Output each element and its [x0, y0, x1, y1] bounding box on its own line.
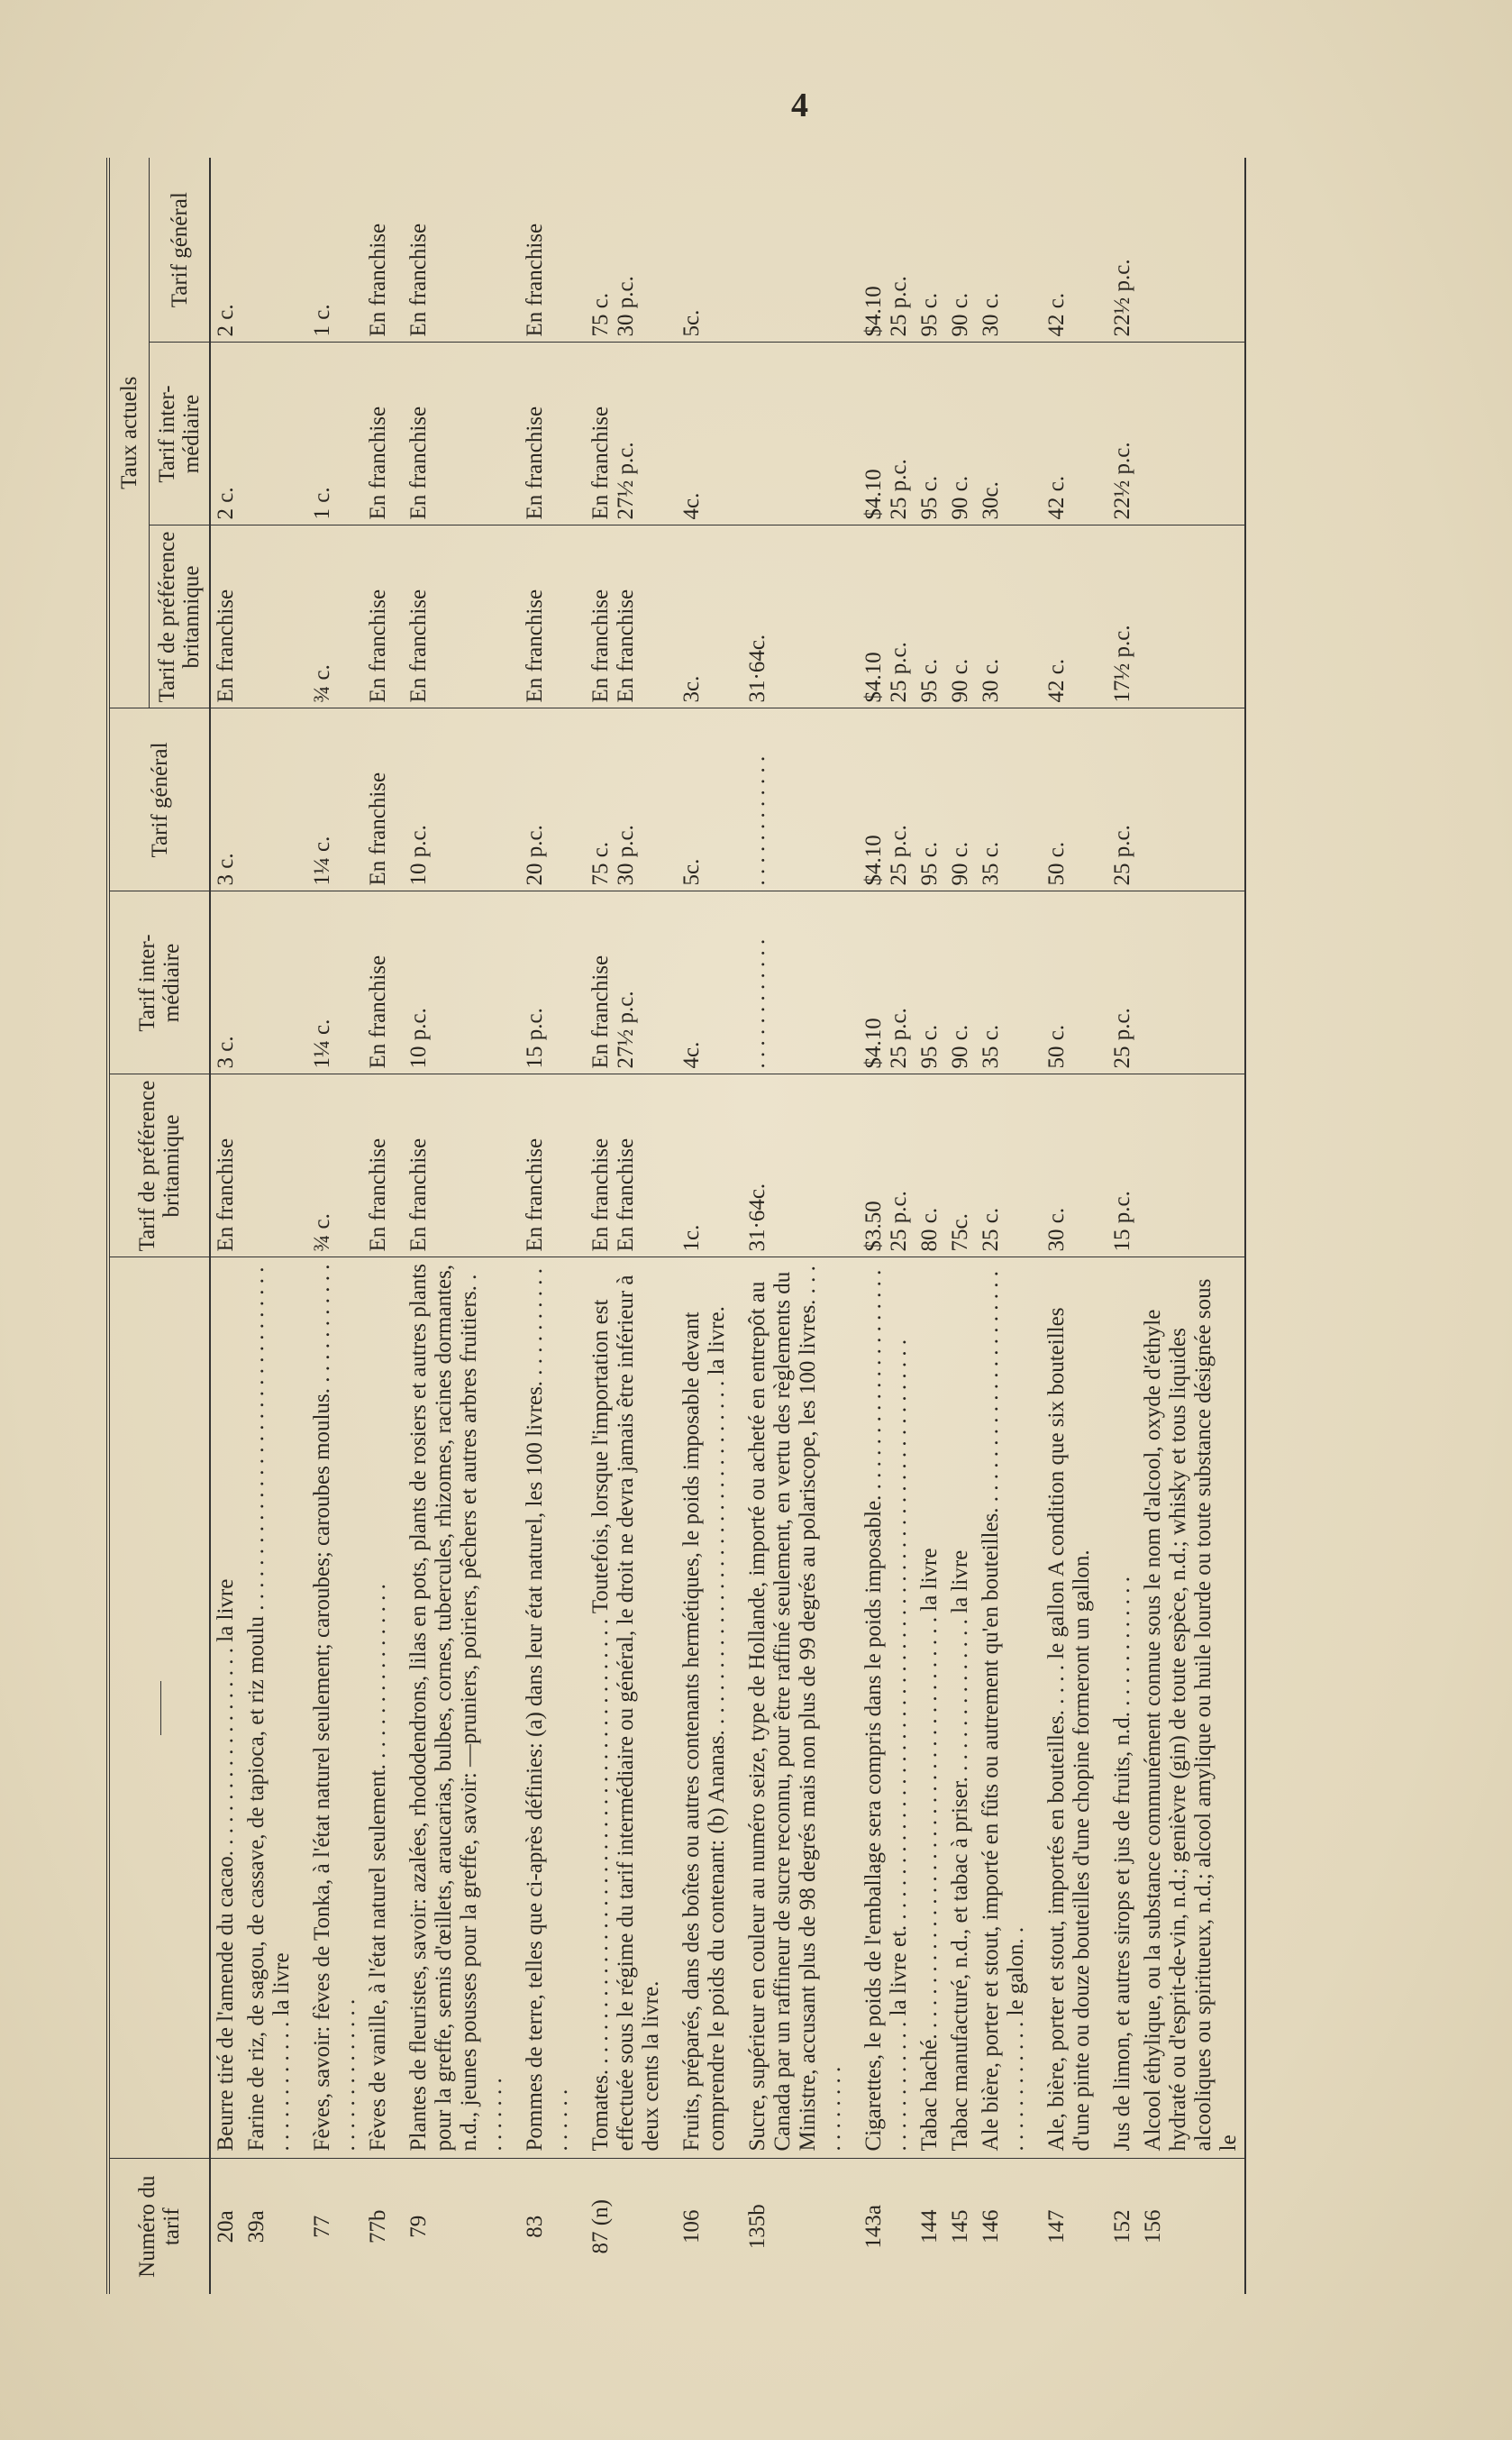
tariff-number: 147	[1044, 2209, 1069, 2244]
tariff-number: 135b	[745, 2204, 770, 2250]
rate-cell	[241, 158, 297, 343]
rate-cell	[241, 891, 297, 1074]
rate-cell: En franchise	[394, 158, 510, 343]
tariff-number: 156	[1141, 2209, 1165, 2244]
rate-cell: 1¼ c.	[297, 891, 363, 1074]
rate-cell: 80 c.	[915, 1074, 945, 1257]
rate-cell: 35 c.	[976, 708, 1032, 891]
table-row	[241, 158, 297, 2294]
rate-cell: 35 c.	[976, 891, 1032, 1074]
rate-cell	[241, 343, 297, 525]
rate-cell: 1 c.	[297, 343, 363, 525]
table-row	[849, 158, 915, 2294]
rate-cell: 42 c.	[1032, 158, 1098, 343]
rate-cell: 95 c.	[915, 158, 945, 343]
rate-cell: 5c.	[667, 158, 733, 343]
rate-cell	[1138, 158, 1245, 343]
rate-cell: En franchise En franchise	[576, 1074, 667, 1257]
rate-cell: 25 p.c.	[1098, 891, 1138, 1074]
rate-cell: En franchise 27½ p.c.	[576, 891, 667, 1074]
rate-cell: En franchise	[210, 525, 241, 708]
rate-cell: 90 c.	[945, 525, 976, 708]
tariff-number: 79	[406, 2215, 431, 2238]
tariff-number: 77b	[366, 2209, 390, 2244]
tariff-description: Fèves de vanille, à l'état naturel seulement. . . . . . . . . . . . . . . . .	[363, 1257, 394, 2159]
rate-cell: 30 c.	[1032, 1074, 1098, 1257]
header-numero: Numéro du tarif	[108, 2159, 210, 2294]
rate-cell: 1c.	[667, 1074, 733, 1257]
rate-cell: 15 p.c.	[1098, 1074, 1138, 1257]
rate-cell: En franchise	[363, 891, 394, 1074]
rate-cell: 30 c.	[976, 525, 1032, 708]
rate-cell: 75 c. 30 p.c.	[576, 708, 667, 891]
rate-cell: 31·64c.	[733, 525, 849, 708]
rate-cell: En franchise	[394, 1074, 510, 1257]
tariff-number: 145	[948, 2209, 972, 2244]
tariff-description: Plantes de fleuristes, savoir: azalées, rhododendrons, lilas en pots, plants de rosiers et autres plants pour la greffe, semis d'œillets, araucarias, bulbes, cornes, tubercules, rhizomes, racines dormantes, n.d., jeunes pousses pour la greffe, savoir: —pruniers, poiriers, pêchers et autres arbres fruitiers. . . . . . . . .	[394, 1257, 510, 2159]
rate-cell: 4c.	[667, 891, 733, 1074]
rate-cell: 42 c.	[1032, 525, 1098, 708]
table-row	[576, 158, 667, 2294]
table-row	[733, 158, 849, 2294]
rate-cell: 95 c.	[915, 525, 945, 708]
rate-cell: 90 c.	[945, 891, 976, 1074]
rate-cell: $4.10 25 p.c.	[849, 708, 915, 891]
table-row	[1138, 158, 1245, 2294]
tariff-description: Sucre, supérieur en couleur au numéro seize, type de Hollande, importé ou acheté en entrepôt au Canada par un raffineur de sucre reconnu, pour être raffiné seulement, en vertu des règlements du Ministre, accusant plus de 98 degrés mais non plus de 99 degrés au polariscope, les 100 livres. . . . . . . . . . . .	[733, 1257, 849, 2159]
rotated-tariff-table	[106, 158, 1440, 2294]
rate-cell: En franchise	[363, 158, 394, 343]
rate-cell: ¾ c.	[297, 1074, 363, 1257]
table-row	[210, 158, 241, 2294]
rate-cell: En franchise	[363, 343, 394, 525]
table-row	[1098, 158, 1138, 2294]
tariff-description: Farine de riz, de sagou, de cassave, de tapioca, et riz moulu . . . . . . . . . . . . . . . . . . . . . . . . . . . . . . . . . . . . . . . . . . . la livre	[241, 1257, 297, 2159]
rate-cell: 90 c.	[945, 158, 976, 343]
tariff-description: Fruits, préparés, dans des boîtes ou autres contenants hermétiques, le poids imposable devant comprendre le poids du contenant: (b) Ananas. . . . . . . . . . . . . . . . . . . . . . . . . . . . . . . . la livre.	[667, 1257, 733, 2159]
rate-cell: 75c.	[945, 1074, 976, 1257]
rate-cell: En franchise	[210, 1074, 241, 1257]
table-row	[976, 158, 1032, 2294]
table-body	[210, 158, 1245, 2294]
rate-cell: 25 p.c.	[1098, 708, 1138, 891]
tariff-description: Ale, bière, porter et stout, importés en bouteilles. . . . . le gallon A condition que six bouteilles d'une pinte ou douze bouteilles d'une chopine formeront un gallon.	[1032, 1257, 1098, 2159]
rate-cell: 2 c.	[210, 158, 241, 343]
rate-cell: En franchise 27½ p.c.	[576, 343, 667, 525]
rate-cell: 31·64c.	[733, 1074, 849, 1257]
tariff-number: 20a	[214, 2210, 238, 2244]
rate-cell: 50 c.	[1032, 708, 1098, 891]
rate-cell: $3.50 25 p.c.	[849, 1074, 915, 1257]
tariff-description: Beurre tiré de l'amende du cacao. . . . . . . . . . . . . . . . . . . la livre	[210, 1257, 241, 2159]
rate-cell: 15 p.c.	[510, 891, 576, 1074]
tariff-number: 39a	[244, 2210, 269, 2244]
rate-cell: $4.10 25 p.c.	[849, 343, 915, 525]
table-row	[363, 158, 394, 2294]
rate-cell: 95 c.	[915, 891, 945, 1074]
rate-cell: $4.10 25 p.c.	[849, 891, 915, 1074]
table-row	[394, 158, 510, 2294]
rate-cell	[1138, 1074, 1245, 1257]
tariff-description: Fèves, savoir: fèves de Tonka, à l'état naturel seulement; caroubes; caroubes moulus. . . . . . . . . . . . . . . . . . . . . . . . . .	[297, 1257, 363, 2159]
rate-cell	[241, 525, 297, 708]
rate-cell	[241, 708, 297, 891]
rate-cell: 3c.	[667, 525, 733, 708]
rate-cell: 1 c.	[297, 158, 363, 343]
tariff-description: Pommes de terre, telles que ci-après définies: (a) dans leur état naturel, les 100 livres. . . . . . . . . . . . . . . . .	[510, 1257, 576, 2159]
rate-cell: 1¼ c.	[297, 708, 363, 891]
tariff-description: Jus de limon, et autres sirops et jus de fruits, n.d. . . . . . . . . . . . .	[1098, 1257, 1138, 2159]
header-taux-actuels: Taux actuels	[108, 158, 150, 708]
rate-cell: En franchise	[394, 525, 510, 708]
rate-cell: 5c.	[667, 708, 733, 891]
rate-cell: En franchise	[510, 343, 576, 525]
rate-cell: 90 c.	[945, 343, 976, 525]
rate-cell: 50 c.	[1032, 891, 1098, 1074]
table-row	[297, 158, 363, 2294]
rate-cell: . . . . . . . . . . . .	[733, 891, 849, 1074]
header-pref: Tarif de préférence britannique	[108, 1074, 210, 1257]
header-inter-actuel: Tarif inter-médiaire	[150, 343, 211, 525]
tariff-number: 83	[523, 2215, 547, 2238]
tariff-description: Tomates. . . . . . . . . . . . . . . . . . . . . . . . . . . . . . . . . . . . . . . . . Toutefois, lorsque l'importation est effectuée sous le régime du tarif intermédiaire ou général, le droit ne devra jamais être inférieur à deux cents la livre.	[576, 1257, 667, 2159]
rate-cell	[1138, 525, 1245, 708]
table-row	[915, 158, 945, 2294]
rate-cell: 2 c.	[210, 343, 241, 525]
tariff-table	[106, 158, 1246, 2294]
page-number: 4	[791, 87, 808, 124]
rate-cell: En franchise	[510, 525, 576, 708]
tariff-description: Cigarettes, le poids de l'emballage sera compris dans le poids imposable. . . . . . . . . . . . . . . . . . . . . . . . . . . . . . . . . la livre et. . . . . . . . . . . . . . . . . . . . . . . . . . . . . . . . . . . . . . . . . . . . . . . . . . . . .	[849, 1257, 915, 2159]
tariff-number: 106	[679, 2209, 704, 2244]
header-gen-actuel: Tarif général	[150, 158, 211, 343]
rate-cell: 10 p.c.	[394, 708, 510, 891]
rate-cell	[1138, 708, 1245, 891]
rate-cell: 25 c.	[976, 1074, 1032, 1257]
rate-cell: 30 c.	[976, 158, 1032, 343]
rate-cell: 42 c.	[1032, 343, 1098, 525]
rate-cell	[1138, 343, 1245, 525]
tariff-number: 87 (n)	[588, 2199, 613, 2254]
rate-cell: 17½ p.c.	[1098, 525, 1138, 708]
rate-cell: 95 c.	[915, 708, 945, 891]
tariff-number: 77	[310, 2215, 334, 2238]
rate-cell: En franchise	[510, 158, 576, 343]
rate-cell: En franchise En franchise	[576, 525, 667, 708]
rate-cell: 95 c.	[915, 343, 945, 525]
rate-cell: En franchise	[363, 708, 394, 891]
table-row	[1032, 158, 1098, 2294]
tariff-number: 144	[917, 2209, 942, 2244]
header-dash	[160, 1681, 161, 1735]
rate-cell	[733, 158, 849, 343]
rate-cell: . . . . . . . . . . . .	[733, 708, 849, 891]
rate-cell: 10 p.c.	[394, 891, 510, 1074]
rate-cell: 75 c. 30 p.c.	[576, 158, 667, 343]
rate-cell: 3 c.	[210, 708, 241, 891]
header-gen: Tarif général	[108, 708, 210, 891]
rate-cell	[1138, 891, 1245, 1074]
tariff-description: Alcool éthylique, ou la substance communément connue sous le nom d'alcool, oxyde d'éthyle hydraté ou d'esprit-de-vin, n.d.; genièvre (gin) de toute espèce, n.d.; whisky et tous liquides alcooliques ou spiritueux, n.d.; alcool amylique ou huile lourde ou toute substance désignée sous le	[1138, 1257, 1245, 2159]
header-pref-actuel: Tarif de préférence britannique	[150, 525, 211, 708]
rate-cell: En franchise	[510, 1074, 576, 1257]
rate-cell: 4c.	[667, 343, 733, 525]
rate-cell	[733, 343, 849, 525]
tariff-number: 146	[979, 2209, 1003, 2244]
tariff-number: 143a	[861, 2204, 886, 2249]
tariff-description: Tabac manufacturé, n.d., et tabac à priser. . . . . . . . . . . . . . . la livre	[945, 1257, 976, 2159]
header-inter: Tarif inter-médiaire	[108, 891, 210, 1074]
tariff-description: Tabac haché. . . . . . . . . . . . . . . . . . . . . . . . . . . . . . . . . . . . . . la livre	[915, 1257, 945, 2159]
rate-cell: En franchise	[363, 1074, 394, 1257]
tariff-number: 152	[1110, 2209, 1134, 2244]
rate-cell: ¾ c.	[297, 525, 363, 708]
rate-cell	[241, 1074, 297, 1257]
rate-cell: 20 p.c.	[510, 708, 576, 891]
header-description	[108, 1257, 210, 2159]
rate-cell: $4.10 25 p.c.	[849, 158, 915, 343]
rate-cell: 22½ p.c.	[1098, 158, 1138, 343]
table-row	[945, 158, 976, 2294]
table-row	[510, 158, 576, 2294]
rate-cell: $4.10 25 p.c.	[849, 525, 915, 708]
rate-cell: 90 c.	[945, 708, 976, 891]
rate-cell: En franchise	[363, 525, 394, 708]
table-row	[667, 158, 733, 2294]
rate-cell: 30c.	[976, 343, 1032, 525]
rate-cell: 22½ p.c.	[1098, 343, 1138, 525]
rate-cell: En franchise	[394, 343, 510, 525]
rate-cell: 3 c.	[210, 891, 241, 1074]
tariff-description: Ale bière, porter et stout, importé en fûts ou autrement qu'en bouteilles. . . . . . . . . . . . . . . . . . . . . . . . . . . . . . . . . . le galon. .	[976, 1257, 1032, 2159]
